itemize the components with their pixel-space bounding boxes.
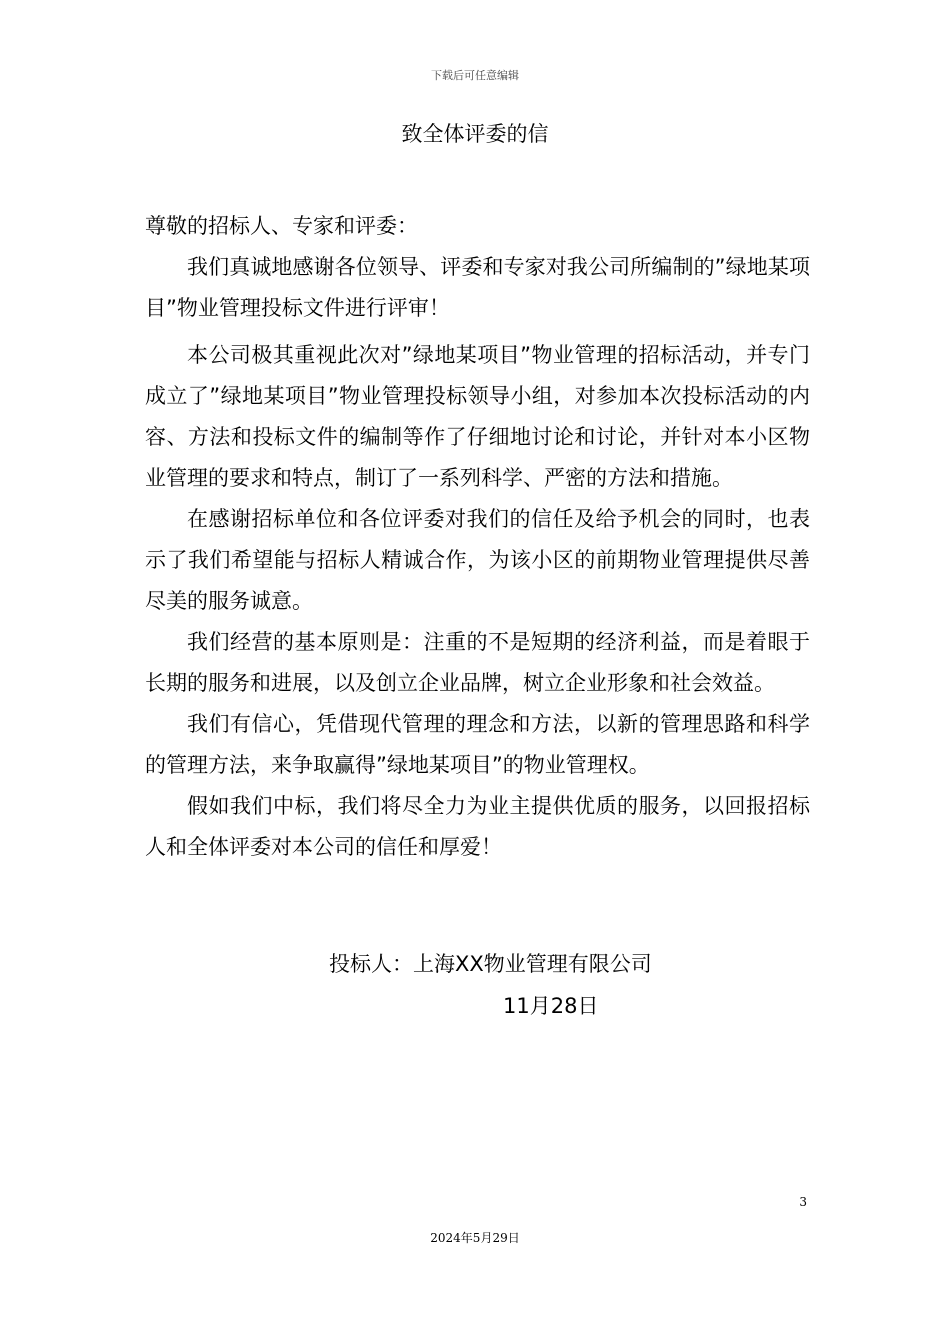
paragraph-1: 我们真诚地感谢各位领导、评委和专家对我公司所编制的”绿地某项目”物业管理投标文件进行评审！ <box>145 255 810 320</box>
paragraph-3: 在感谢招标单位和各位评委对我们的信任及给予机会的同时，也表示了我们希望能与招标人精诚合作，为该小区的前期物业管理提供尽善尽美的服务诚意。 <box>145 507 810 613</box>
paragraph-4: 我们经营的基本原则是：注重的不是短期的经济利益，而是着眼于长期的服务和进展，以及创立企业品牌，树立企业形象和社会效益。 <box>145 630 810 695</box>
paragraph-6: 假如我们中标，我们将尽全力为业主提供优质的服务，以回报招标人和全体评委对本公司的信任和厚爱！ <box>145 794 810 859</box>
signer-line: 投标人：上海XX物业管理有限公司 <box>329 952 652 976</box>
salutation: 尊敬的招标人、专家和评委： <box>145 214 418 238</box>
header-note: 下载后可任意编辑 <box>431 69 519 82</box>
page-number: 3 <box>799 1195 807 1209</box>
footer-date: 2024年5月29日 <box>430 1231 520 1245</box>
paragraph-5: 我们有信心，凭借现代管理的理念和方法，以新的管理思路和科学的管理方法，来争取赢得”绿地某项目”的物业管理权。 <box>145 712 810 777</box>
letter-title: 致全体评委的信 <box>401 122 549 146</box>
signature-date: 11月28日 <box>503 994 599 1018</box>
paragraph-2: 本公司极其重视此次对”绿地某项目”物业管理的招标活动，并专门成立了”绿地某项目”物业管理投标领导小组，对参加本次投标活动的内容、方法和投标文件的编制等作了仔细地讨论和讨论，并针对本小区物业管理的要求和特点，制订了一系列科学、严密的方法和措施。 <box>145 343 810 490</box>
letter-body <box>145 206 810 868</box>
